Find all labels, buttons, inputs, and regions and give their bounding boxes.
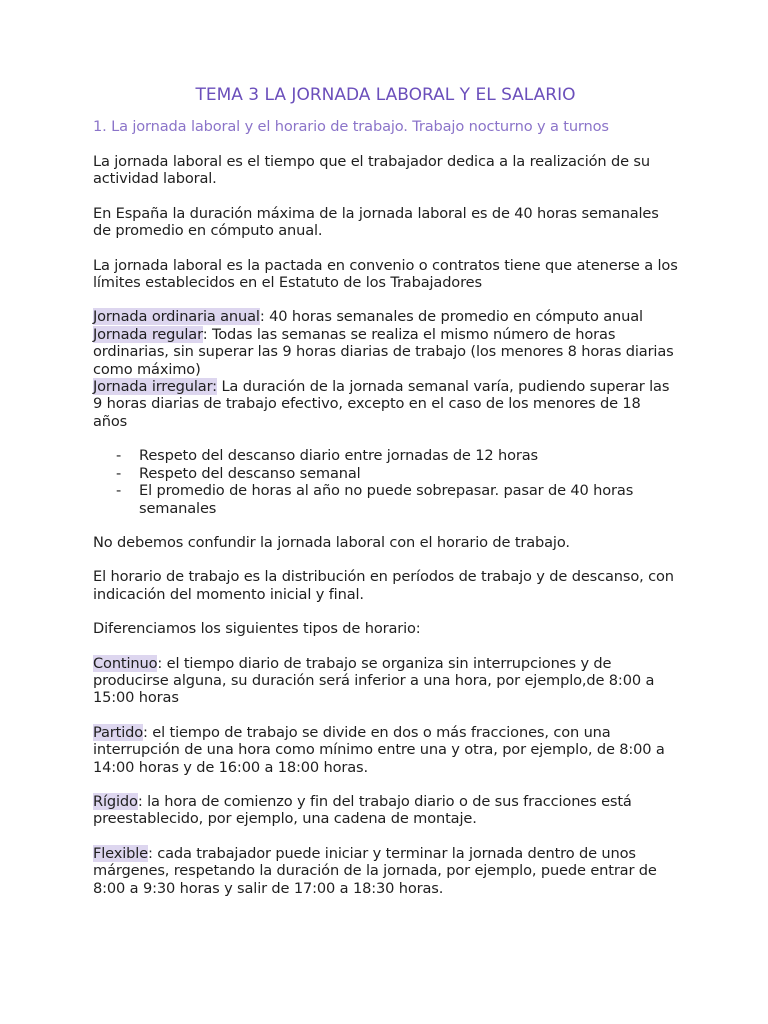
term-highlight [93, 655, 157, 672]
term-separator: : [259, 308, 265, 326]
paragraph-duration: En España la duración máxima de la jornada laboral es de 40 horas semanales de promedio en cómputo anual. [93, 204, 659, 240]
dash-bullet: - [116, 447, 122, 465]
term-label: Partido [93, 723, 144, 741]
jornada-regular [93, 326, 678, 378]
term-label: Rígido [93, 792, 138, 810]
term-text: : cada trabajador puede iniciar y terminar la jornada dentro de unos márgenes, respetando la duración de la jornada, por ejemplo, puede entrar de 8:00 a 9:30 horas y salir de 17:00 a 18:30 horas. [93, 844, 657, 897]
term-label: Jornada regular [93, 325, 203, 343]
term-highlight [93, 793, 138, 810]
paragraph-horario-types-intro: Diferenciamos los siguientes tipos de horario: [93, 620, 421, 638]
dash-bullet: - [116, 464, 122, 482]
horario-partido [93, 724, 678, 776]
term-highlight [93, 326, 203, 343]
term-label: Jornada irregular: [93, 378, 217, 396]
list-item [93, 447, 678, 464]
term-text: : el tiempo de trabajo se divide en dos o más fracciones, con una interrupción de una hora como mínimo entre una y otra, por ejemplo, de 8:00 a 14:00 horas y de 16:00 a 18:00 horas. [93, 723, 665, 776]
list-item-text: El promedio de horas al año no puede sobrepasar. pasar de 40 horas semanales [139, 482, 634, 517]
list-item [93, 465, 678, 482]
section-heading: 1. La jornada laboral y el horario de trabajo. Trabajo nocturno y a turnos [93, 118, 609, 135]
term-text: : la hora de comienzo y fin del trabajo diario o de sus fracciones está preestablecido, por ejemplo, una cadena de montaje. [93, 792, 632, 828]
term-highlight [93, 378, 217, 395]
requirements-list [93, 447, 678, 517]
term-highlight [93, 308, 260, 325]
term-text: 40 horas semanales de promedio en cómputo anual [264, 308, 643, 326]
list-item-text: Respeto del descanso semanal [139, 464, 361, 482]
horario-flexible [93, 845, 678, 897]
document-title: TEMA 3 LA JORNADA LABORAL Y EL SALARIO [195, 85, 576, 105]
jornada-irregular [93, 378, 678, 430]
paragraph-horario-definition: El horario de trabajo es la distribución en períodos de trabajo y de descanso, con indicación del momento inicial y final. [93, 568, 674, 603]
jornada-types [93, 308, 678, 430]
term-text: Todas las semanas se realiza el mismo número de horas ordinarias, sin superar las 9 horas diarias de trabajo (los menores 8 horas diarias como máximo) [93, 325, 674, 378]
jornada-ordinaria [93, 308, 678, 325]
list-item [93, 482, 678, 517]
list-item-text: Respeto del descanso diario entre jornadas de 12 horas [139, 447, 538, 465]
horario-rigido [93, 793, 678, 828]
term-highlight [93, 845, 148, 862]
paragraph-limits: La jornada laboral es la pactada en convenio o contratos tiene que atenerse a los límites establecidos en el Estatuto de los Trabajadores [93, 256, 678, 292]
term-label: Continuo [93, 654, 158, 672]
document-page [93, 84, 678, 914]
term-separator: : [202, 325, 208, 343]
term-label: Flexible [93, 844, 148, 862]
term-text: La duración de la jornada semanal varía, pudiendo superar las 9 horas diarias de trabajo efectivo, excepto en el caso de los menores de 18 años [93, 378, 670, 430]
paragraph-definition: La jornada laboral es el tiempo que el trabajador dedica a la realización de su actividad laboral. [93, 153, 650, 188]
term-text: : el tiempo diario de trabajo se organiza sin interrupciones y de producirse alguna, su duración será inferior a una hora, por ejemplo,de 8:00 a 15:00 horas [93, 654, 655, 707]
term-highlight [93, 724, 143, 741]
term-label: Jornada ordinaria anual [93, 308, 260, 326]
dash-bullet: - [116, 482, 122, 500]
paragraph-confusion: No debemos confundir la jornada laboral con el horario de trabajo. [93, 533, 570, 551]
horario-continuo [93, 655, 678, 707]
